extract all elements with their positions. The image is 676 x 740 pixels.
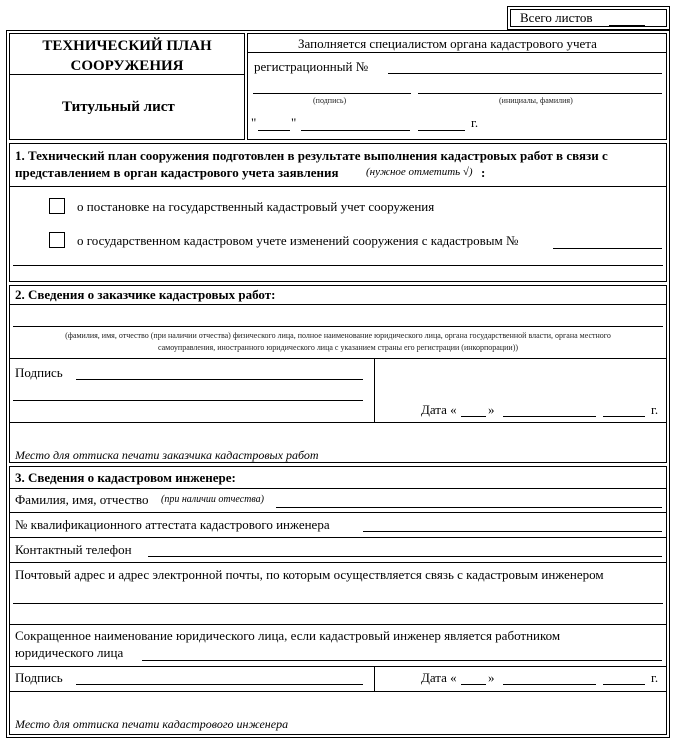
cadastral-office-divider [247,52,667,53]
engineer-signature-label: Подпись [15,670,63,685]
section2-divider [9,304,667,305]
document-title: ТЕХНИЧЕСКИЙ ПЛАН СООРУЖЕНИЯ [42,38,212,74]
section3-divider-2 [9,512,667,513]
engineer-address-label: Почтовый адрес и адрес электронной почты, по которым осуществляется связь с кадастровым инженером [15,567,604,582]
engineer-attestat-field[interactable] [363,531,662,532]
customer-signature-label: Подпись [15,365,63,380]
customer-name-field[interactable] [13,326,663,327]
section1-divider [9,186,667,187]
section3-divider-3 [9,537,667,538]
engineer-date-day-field[interactable] [461,684,486,685]
section1-heading-hint: (нужное отметить √) [366,166,473,178]
customer-signature-name-field[interactable] [13,400,363,401]
checkbox-registration[interactable] [49,198,65,214]
engineer-org-label-line2: юридического лица [15,645,124,660]
engineer-date-prefix: Дата « [421,670,457,685]
date-quote-close: " [291,115,297,130]
engineer-phone-field[interactable] [148,556,662,557]
total-sheets-label: Всего листов [520,10,593,25]
section1-heading-line2: представлением в орган кадастрового учета заявления [15,165,339,180]
section2-heading: 2. Сведения о заказчике кадастровых работ: [15,287,276,302]
section3-divider-1 [9,488,667,489]
total-sheets-field[interactable] [609,25,645,26]
customer-date-year-field[interactable] [603,416,645,417]
engineer-stamp-note: Место для оттиска печати кадастрового инженера [15,717,289,731]
engineer-fio-label: Фамилия, имя, отчество [15,492,149,507]
cadastral-date-month-field[interactable] [301,130,410,131]
cadastral-fill-note: Заполняется специалистом органа кадастрового учета [298,36,597,51]
option-registration-label: о постановке на государственный кадастровый учет сооружения [77,199,435,214]
customer-date-prefix: Дата « [421,402,457,417]
checkbox-changes[interactable] [49,232,65,248]
customer-date-month-field[interactable] [503,416,596,417]
reg-number-field[interactable] [388,73,662,74]
engineer-date-month-field[interactable] [503,684,596,685]
sheet-title: Титульный лист [62,99,175,115]
section2-divider-3 [9,422,667,423]
cadastral-initials-field[interactable] [418,93,662,94]
customer-date-day-field[interactable] [461,416,486,417]
engineer-attestat-label: № квалификационного аттестата кадастрового инженера [15,517,330,532]
customer-stamp-note: Место для оттиска печати заказчика кадастровых работ [15,448,319,462]
signature-caption: (подпись) [313,96,347,105]
section3-divider-6 [9,666,667,667]
section3-divider-4 [9,562,667,563]
cadastral-date-day-field[interactable] [258,130,290,131]
customer-signature-field[interactable] [76,379,363,380]
customer-date-mid: » [488,402,495,417]
customer-year-suffix: г. [651,402,659,417]
section3-divider-5 [9,624,667,625]
initials-caption: (инициалы, фамилия) [499,96,573,105]
engineer-org-label-line1: Сокращенное наименование юридического лица, если кадастровый инженер является работником [15,628,561,643]
section1-heading-line1: 1. Технический план сооружения подготовлен в результате выполнения кадастровых работ в связи с [15,148,608,163]
option-changes-label: о государственном кадастровом учете изменений сооружения с кадастровым № [77,233,519,248]
section2-block [9,285,667,463]
section3-column-divider [374,666,375,691]
engineer-year-suffix: г. [651,670,659,685]
section1-heading-colon: : [481,165,486,180]
engineer-address-field[interactable] [13,603,663,604]
engineer-phone-label: Контактный телефон [15,542,132,557]
section2-column-divider [374,358,375,422]
date-quote-open: " [251,115,257,130]
engineer-date-mid: » [488,670,495,685]
section1-extra-line[interactable] [13,265,663,266]
engineer-fio-field[interactable] [276,507,662,508]
cadastral-year-suffix: г. [471,115,479,130]
engineer-date-year-field[interactable] [603,684,645,685]
section3-divider-7 [9,691,667,692]
cadastral-signature-field[interactable] [253,93,411,94]
customer-caption-line2: самоуправления, иностранного юридического лица с указанием страны его регистрации (инкорпорации)) [157,343,519,352]
cadastral-date-year-field[interactable] [418,130,465,131]
engineer-signature-field[interactable] [76,684,363,685]
engineer-org-field[interactable] [142,660,662,661]
section3-heading: 3. Сведения о кадастровом инженере: [15,470,236,485]
customer-caption-line1: (фамилия, имя, отчество (при наличии отчества) физического лица, полное наименование юридического лица, органа государственной власти, органа местного [65,331,611,340]
engineer-fio-hint: (при наличии отчества) [161,494,264,505]
reg-number-label: регистрационный № [254,59,369,74]
customer-caption [13,330,663,354]
section2-divider-2 [9,358,667,359]
cadastral-number-field[interactable] [553,248,662,249]
